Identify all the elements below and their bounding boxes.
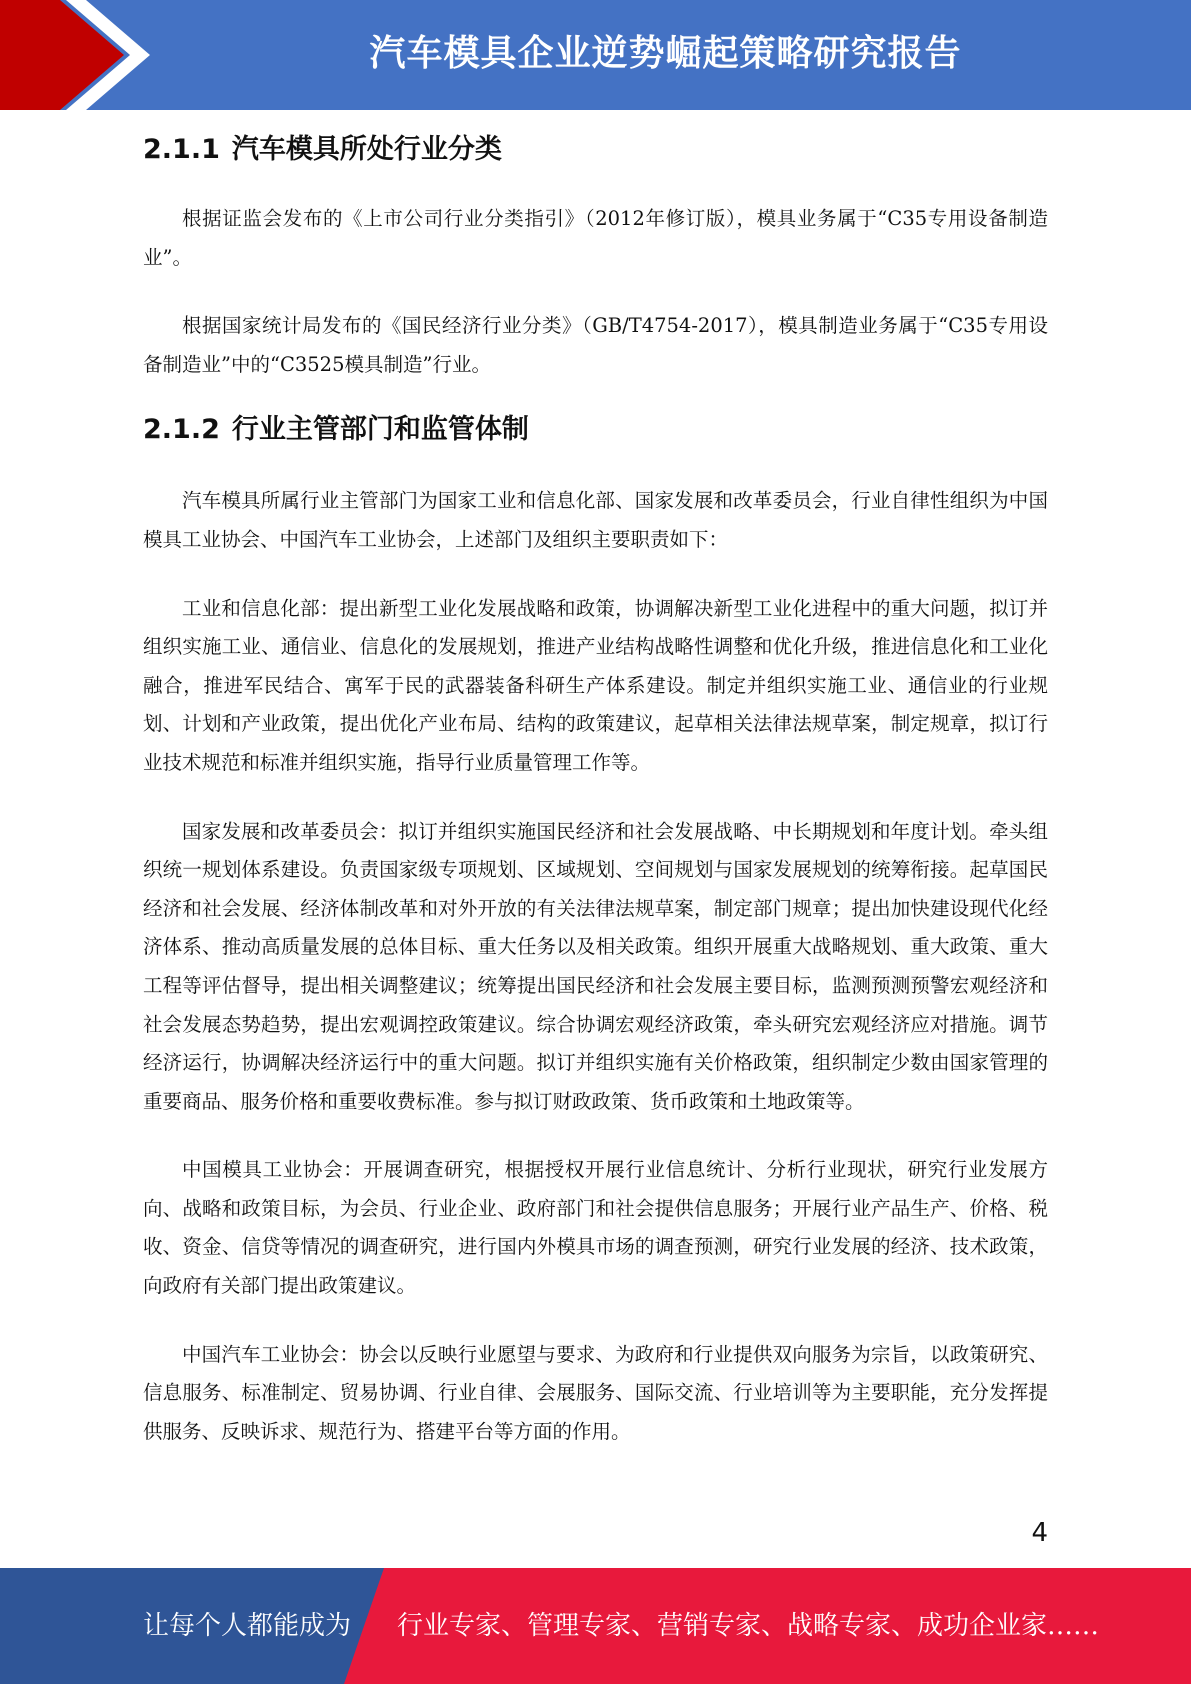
paragraph: 汽车模具所属行业主管部门为国家工业和信息化部、国家发展和改革委员会，行业自律性组织为中国模具工业协会、中国汽车工业协会，上述部门及组织主要职责如下： — [143, 489, 1048, 551]
page-content — [143, 110, 1048, 1451]
page-number: 4 — [1031, 1518, 1048, 1548]
section-title: 汽车模具所处行业分类 — [231, 134, 502, 165]
footer-slogan-left: 让每个人都能成为 — [143, 1611, 352, 1641]
section-heading-2-1-1 — [143, 130, 1048, 170]
paragraph: 中国模具工业协会：开展调查研究，根据授权开展行业信息统计、分析行业现状，研究行业发展方向、战略和政策目标，为会员、行业企业、政府部门和社会提供信息服务；开展行业产品生产、价格、税收、资金、信贷等情况的调查研究，进行国内外模具市场的调查预测，研究行业发展的经济、技术政策，向政府有关部门提出政策建议。 — [143, 1158, 1048, 1298]
section-heading-2-1-2 — [143, 410, 1048, 450]
footer-banner — [0, 1568, 1191, 1684]
header-banner — [0, 0, 1191, 110]
section-number: 2.1.2 — [143, 414, 220, 446]
footer-slogan-right: 行业专家、管理专家、营销专家、战略专家、成功企业家…… — [397, 1611, 1100, 1641]
paragraph: 中国汽车工业协会：协会以反映行业愿望与要求、为政府和行业提供双向服务为宗旨，以政策研究、信息服务、标准制定、贸易协调、行业自律、会展服务、国际交流、行业培训等为主要职能，充分发挥提供服务、反映诉求、规范行为、搭建平台等方面的作用。 — [143, 1342, 1048, 1443]
paragraph: 根据国家统计局发布的《国民经济行业分类》（GB/T4754-2017），模具制造业务属于“C35专用设备制造业”中的“C3525模具制造”行业。 — [143, 314, 1048, 376]
section-number: 2.1.1 — [143, 134, 220, 165]
section-title: 行业主管部门和监管体制 — [231, 414, 529, 446]
paragraph: 国家发展和改革委员会：拟订并组织实施国民经济和社会发展战略、中长期规划和年度计划。牵头组织统一规划体系建设。负责国家级专项规划、区域规划、空间规划与国家发展规划的统筹衔接。起草国民经济和社会发展、经济体制改革和对外开放的有关法律法规草案，制定部门规章；提出加快建设现代化经济体系、推动高质量发展的总体目标、重大任务以及相关政策。组织开展重大战略规划、重大政策、重大工程等评估督导，提出相关调整建议；统筹提出国民经济和社会发展主要目标，监测预测预警宏观经济和社会发展态势趋势，提出宏观调控政策建议。综合协调宏观经济政策，牵头研究宏观经济应对措施。调节经济运行，协调解决经济运行中的重大问题。拟订并组织实施有关价格政策，组织制定少数由国家管理的重要商品、服务价格和重要收费标准。参与拟订财政政策、货币政策和土地政策等。 — [143, 819, 1048, 1113]
paragraph: 根据证监会发布的《上市公司行业分类指引》（2012年修订版），模具业务属于“C35专用设备制造业”。 — [143, 207, 1048, 269]
report-title: 汽车模具企业逆势崛起策略研究报告 — [369, 33, 962, 74]
paragraph: 工业和信息化部：提出新型工业化发展战略和政策，协调解决新型工业化进程中的重大问题，拟订并组织实施工业、通信业、信息化的发展规划，推进产业结构战略性调整和优化升级，推进信息化和工业化融合，推进军民结合、寓军于民的武器装备科研生产体系建设。制定并组织实施工业、通信业的行业规划、计划和产业政策，提出优化产业布局、结构的政策建议，起草相关法律法规草案，制定规章，拟订行业技术规范和标准并组织实施，指导行业质量管理工作等。 — [143, 596, 1048, 774]
